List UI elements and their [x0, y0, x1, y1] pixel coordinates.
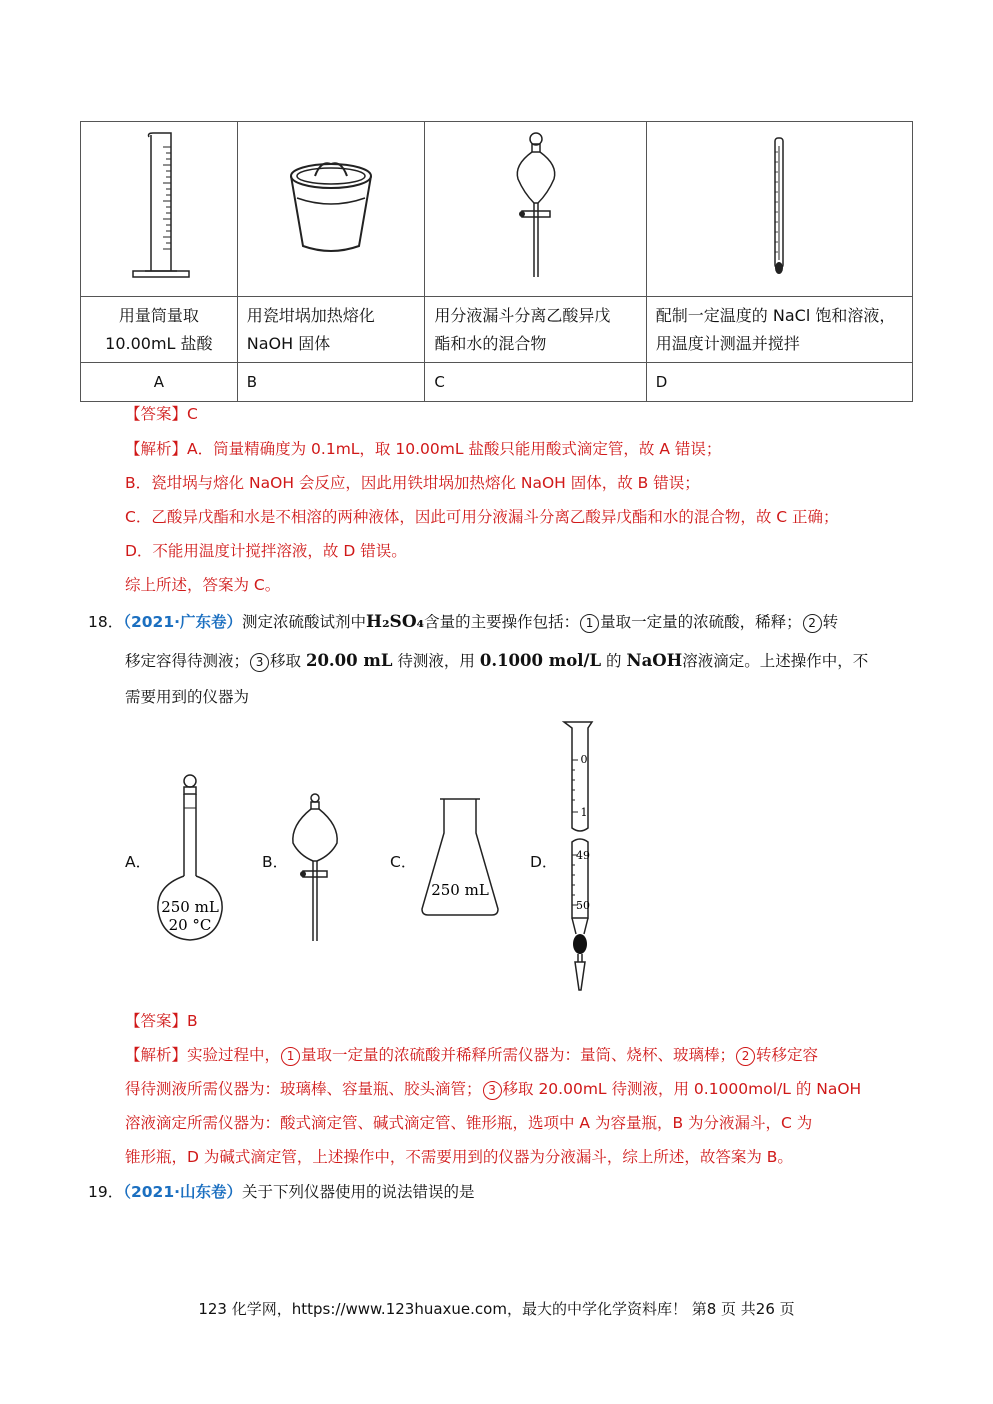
- apparatus-table: [80, 121, 913, 402]
- graduated-cylinder-icon: [119, 127, 199, 287]
- desc-a-line2: 10.00mL 盐酸: [105, 333, 213, 353]
- table-cell-desc-c: [425, 297, 646, 363]
- concentration-value: 0.1000 mol/L: [479, 651, 602, 670]
- analysis-tag: 【解析】: [125, 1046, 188, 1064]
- q17-answer-line: [125, 402, 198, 424]
- volumetric-flask-icon: [150, 772, 230, 944]
- analysis-text-5: 移取 20.00mL 待测液，用 0.1000mol/L 的 NaOH: [502, 1080, 862, 1098]
- q18-text-9: 溶液滴定。上述操作中，不: [682, 652, 869, 670]
- graduated-cylinder-figure: [81, 122, 238, 297]
- q17-analysis-line-2: B．瓷坩埚与熔化 NaOH 会反应，因此用铁坩埚加热熔化 NaOH 固体，故 B 错误；: [125, 474, 700, 492]
- desc-d-line2: 用温度计测温并搅拌: [655, 333, 800, 353]
- option-d-label: D．: [530, 853, 558, 871]
- q17-summary: 综上所述，答案为 C。: [125, 576, 281, 594]
- q17-analysis-line-4: D．不能用温度计搅拌溶液，故 D 错误。: [125, 542, 407, 560]
- crucible-figure: [237, 122, 425, 297]
- option-b-label: B．: [262, 853, 289, 871]
- q18-text-3: 量取一定量的浓硫酸，稀释；: [600, 613, 802, 631]
- question-number: 18．: [88, 613, 124, 631]
- q17-analysis-line-1: [125, 437, 721, 459]
- burette-tick-0: 0: [580, 753, 588, 766]
- separatory-funnel-b-icon: [285, 793, 345, 945]
- question-source: （2021·广东卷）: [123, 613, 243, 631]
- burette-icon: [560, 718, 600, 998]
- analysis-text-2: 量取一定量的浓硫酸并稀释所需仪器为：量筒、烧杯、玻璃棒；: [301, 1046, 736, 1064]
- desc-b-line2: NaOH 固体: [246, 333, 331, 353]
- burette-tick-50: 50: [576, 899, 590, 912]
- option-a-label: A．: [125, 853, 152, 871]
- q18-analysis-line-4: 锥形瓶，D 为碱式滴定管，上述操作中，不需要用到的仪器为分液漏斗，综上所述，故答案为 B。: [125, 1148, 793, 1166]
- q18-text-6: 移取: [270, 652, 302, 670]
- flask-a-temp: 20 °C: [168, 916, 212, 934]
- step-2-marker: 2: [803, 614, 822, 633]
- step-1-marker: 1: [281, 1047, 300, 1066]
- table-cell-label-b: B: [237, 363, 425, 402]
- table-cell-label-d: D: [646, 363, 912, 402]
- q18-text-2: 含量的主要操作包括：: [424, 613, 580, 631]
- burette-tick-1: 1: [580, 806, 588, 819]
- table-cell-label-a: A: [81, 363, 238, 402]
- h2so4-formula: H₂SO₄: [366, 612, 425, 632]
- option-c-label: C．: [390, 853, 417, 871]
- desc-a-line1: 用量筒量取: [118, 305, 199, 325]
- answer-tag: 【答案】: [125, 405, 188, 423]
- q18-text-7: 待测液，用: [397, 652, 475, 670]
- separatory-funnel-figure: [425, 122, 646, 297]
- table-cell-label-c: C: [425, 363, 646, 402]
- naoh-formula: NaOH: [626, 651, 683, 670]
- volume-value: 20.00 mL: [305, 651, 393, 670]
- flask-c-volume: 250 mL: [431, 881, 489, 899]
- question-source: （2021·山东卷）: [123, 1183, 243, 1201]
- erlenmeyer-flask-icon: [418, 795, 504, 919]
- answer-tag: 【答案】: [125, 1012, 188, 1030]
- desc-b-line1: 用瓷坩埚加热熔化: [246, 305, 375, 325]
- flask-a-volume: 250 mL: [161, 898, 219, 916]
- q18-line-3: 需要用到的仪器为: [125, 688, 250, 706]
- answer-value: C: [187, 405, 198, 423]
- q18-text-4: 转: [822, 613, 839, 631]
- analysis-text: A．筒量精确度为 0.1mL，取 10.00mL 盐酸只能用酸式滴定管，故 A 错误；: [187, 440, 722, 458]
- answer-value: B: [187, 1012, 198, 1030]
- analysis-text-3: 转移定容: [756, 1046, 819, 1064]
- analysis-text-1: 实验过程中，: [187, 1046, 281, 1064]
- q18-analysis-line-3: 溶液滴定所需仪器为：酸式滴定管、碱式滴定管、锥形瓶，选项中 A 为容量瓶，B 为分液漏斗，C 为: [125, 1114, 813, 1132]
- step-3-marker: 3: [250, 653, 269, 672]
- burette-tick-49: 49: [576, 849, 590, 862]
- analysis-tag: 【解析】: [125, 440, 188, 458]
- question-text: 关于下列仪器使用的说法错误的是: [242, 1183, 475, 1201]
- table-cell-desc-a: [81, 297, 238, 363]
- question-number: 19．: [88, 1183, 124, 1201]
- thermometer-figure: [646, 122, 912, 297]
- q18-line-1: [88, 610, 838, 633]
- q18-text-5: 移定容得待测液；: [125, 652, 250, 670]
- q18-analysis-line-1: [125, 1043, 818, 1066]
- q18-text-8: 的: [606, 652, 622, 670]
- separatory-funnel-icon: [506, 127, 566, 287]
- table-cell-desc-b: [237, 297, 425, 363]
- q18-text-1: 测定浓硫酸试剂中: [242, 613, 367, 631]
- page-footer: 123 化学网，https://www.123huaxue.com，最大的中学化学资料库！ 第8 页 共26 页: [198, 1300, 795, 1318]
- step-2-marker: 2: [736, 1047, 755, 1066]
- step-1-marker: 1: [580, 614, 599, 633]
- thermometer-icon: [764, 132, 794, 282]
- table-cell-desc-d: [646, 297, 912, 363]
- q18-line-2: [125, 649, 868, 672]
- desc-d-line1: 配制一定温度的 NaCl 饱和溶液，: [655, 305, 896, 325]
- analysis-text-4: 得待测液所需仪器为：玻璃棒、容量瓶、胶头滴管；: [125, 1080, 482, 1098]
- crucible-icon: [281, 152, 381, 262]
- q17-analysis-line-3: C．乙酸异戊酯和水是不相溶的两种液体，因此可用分液漏斗分离乙酸异戊酯和水的混合物，故 C 正确；: [125, 508, 839, 526]
- q18-analysis-line-2: [125, 1077, 861, 1100]
- q19-line: [88, 1180, 475, 1202]
- step-3-marker: 3: [483, 1081, 502, 1100]
- desc-c-line1: 用分液漏斗分离乙酸异戊: [434, 305, 611, 325]
- q18-answer-line: [125, 1009, 198, 1031]
- desc-c-line2: 酯和水的混合物: [434, 333, 547, 353]
